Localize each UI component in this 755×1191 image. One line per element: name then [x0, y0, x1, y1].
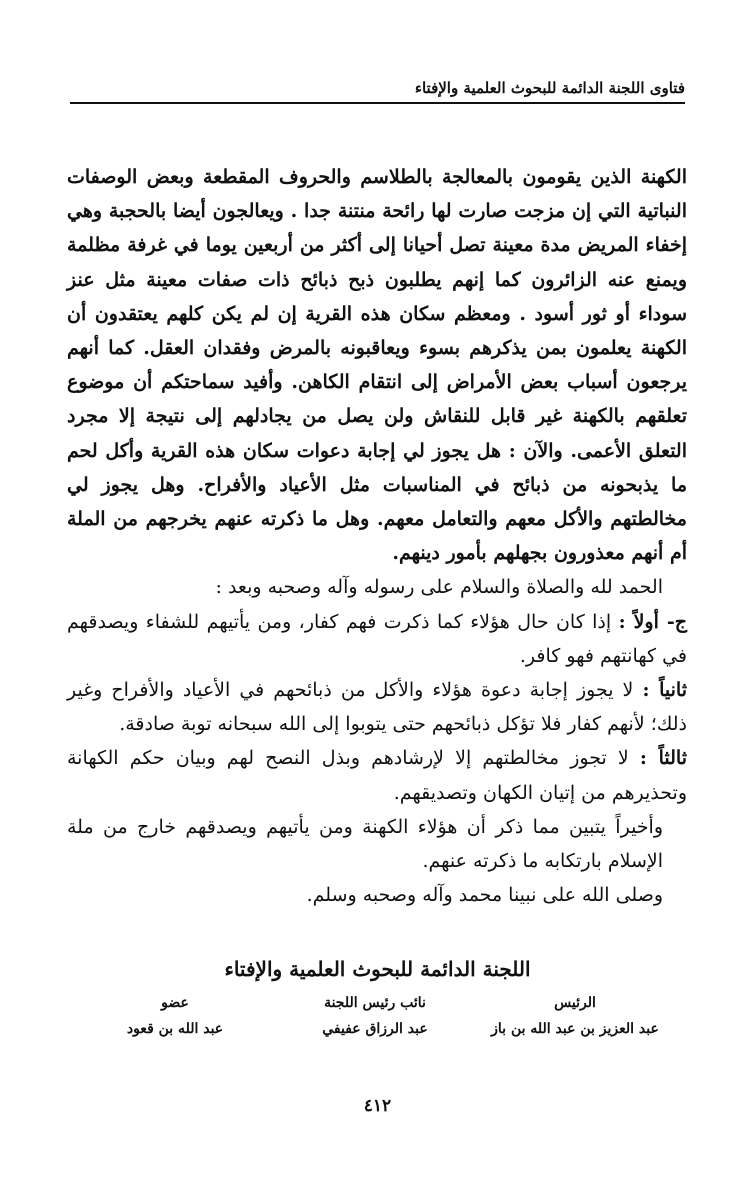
question-text: الكهنة الذين يقومون بالمعالجة بالطلاسم والحروف المقطعة وبعض الوصفات النباتية التي إن مزجت صارت لها رائحة منتنة جدا . ويعالجون أيضا بالحجبة وهي إخفاء المريض مدة معينة تصل أحيانا إلى أكثر من أربعين يوما في غرفة مظلمة ويمنع عنه الزائرون كما إنهم يطلبون ذبح ذبائح ذات صفات معينة مثل عنز سوداء أو ثور أسود . ومعظم سكان هذه القرية إن لم يكن كلهم يعتقدون أن الكهنة يعلمون بمن يذكرهم بسوء ويعاقبونه بالمرض وفقدان العقل. كما أنهم يرجعون أسباب بعض الأمراض إلى انتقام الكاهن. وأفيد سماحتكم أن موضوع تعلقهم بالكهنة غير قابل للنقاش ولن يصل من يجادلهم إلى نتيجة إلا مجرد التعلق الأعمى. والآن : هل يجوز لي إجابة دعوات سكان هذه القرية وأكل لحم ما يذبحونه من ذبائح في المناسبات مثل الأعياد والأفراح. وهل يجوز لي مخالطتهم والأكل معهم والتعامل معهم. وهل ما ذكرته عنهم يخرجهم من الملة أم أنهم معذورون بجهلهم بأمور دينهم. — [67, 166, 688, 565]
answer-point-2 — [67, 673, 687, 741]
signature-name: عبد العزيز بن عبد الله بن باز — [491, 1021, 659, 1037]
signature-role: عضو — [161, 995, 189, 1011]
fatwa-body — [67, 160, 687, 912]
signature-role: نائب رئيس اللجنة — [324, 995, 426, 1011]
answer-finally: وأخيراً يتبين مما ذكر أن هؤلاء الكهنة ومن يأتيهم ويصدقهم خارج من ملة الإسلام بارتكابه ما ذكرته عنهم. — [67, 815, 663, 873]
answer-point-2-lead: ثانياً : — [642, 679, 687, 702]
committee-name: اللجنة الدائمة للبحوث العلمية والإفتاء — [224, 957, 531, 981]
answer-point-2-text: لا يجوز إجابة دعوة هؤلاء والأكل من ذبائحهم في الأعياد والأفراح وغير ذلك؛ لأنهم كفار فلا تؤكل ذبائحهم حتى يتوبوا إلى الله سبحانه توبة صادقة. — [67, 679, 687, 736]
answer-point-3 — [67, 741, 687, 809]
page-number: ٤١٢ — [363, 1096, 392, 1116]
signature-role: الرئيس — [554, 995, 596, 1011]
signature-name: عبد الله بن قعود — [126, 1021, 224, 1037]
answer-point-1 — [67, 605, 687, 673]
answer-point-3-lead: ثالثاً : — [639, 747, 687, 770]
running-header — [70, 78, 685, 104]
signatures-block — [75, 990, 675, 1050]
signature-vice-president — [290, 990, 460, 1042]
answer-point-1-text: إذا كان حال هؤلاء كما ذكرت فهم كفار، ومن يأتيهم للشفاء ويصدقهم في كهانتهم فهو كافر. — [67, 610, 687, 667]
answer-point-1-lead: ج- أولاً : — [618, 610, 688, 633]
signature-name: عبد الرزاق عفيفي — [322, 1021, 428, 1037]
answer-closing: وصلى الله على نبينا محمد وآله وصحبه وسلم. — [306, 884, 663, 907]
running-header-title: فتاوى اللجنة الدائمة للبحوث العلمية والإفتاء — [409, 78, 685, 98]
answer-opening: الحمد لله والصلاة والسلام على رسوله وآله وصحبه وبعد : — [215, 576, 663, 599]
signature-president — [475, 990, 675, 1042]
signature-member — [75, 990, 275, 1042]
answer-point-3-text: لا تجوز مخالطتهم إلا لإرشادهم وبذل النصح لهم وبيان حكم الكهانة وتحذيرهم من إتيان الكهان وتصديقهم. — [67, 747, 687, 804]
